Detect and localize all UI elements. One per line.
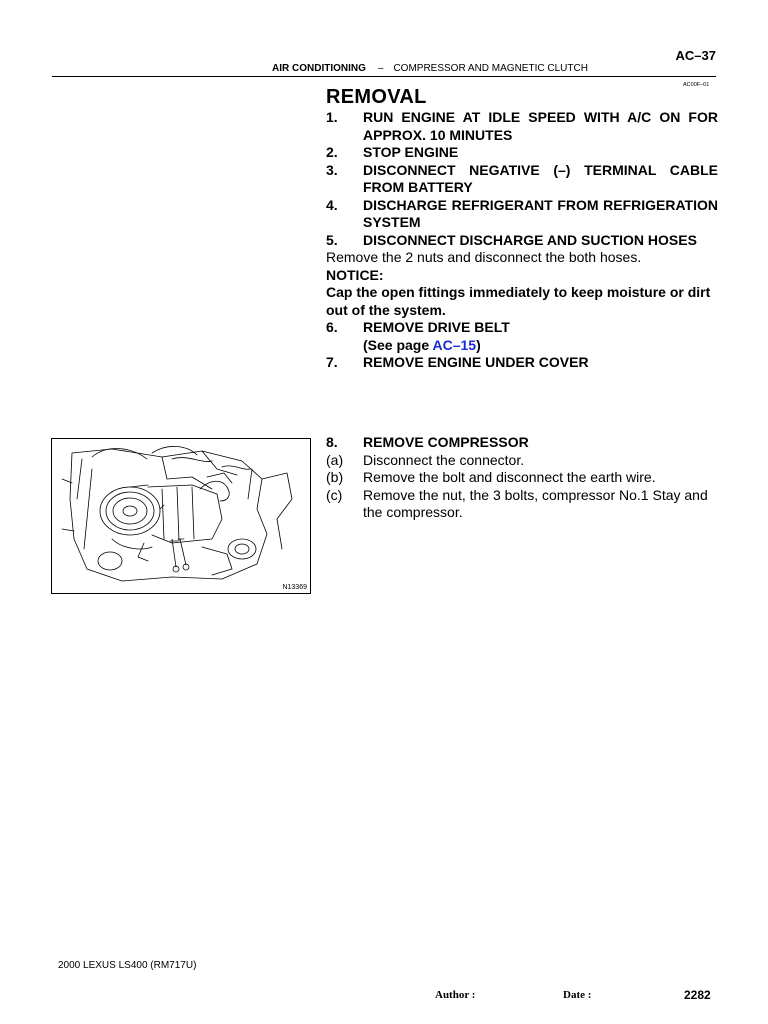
step-8: [326, 434, 718, 452]
removal-steps: [326, 109, 718, 372]
compressor-illustration: [51, 438, 311, 594]
notice-text: Cap the open fittings immediately to keep moisture or dirt out of the system.: [326, 284, 711, 318]
notice-label: NOTICE:: [326, 266, 384, 283]
step-text: DISCONNECT DISCHARGE AND SUCTION HOSES: [363, 231, 697, 248]
step-1: [326, 109, 718, 144]
step-number: 8.: [326, 434, 338, 450]
step-number: 7.: [326, 354, 338, 370]
step-number: 6.: [326, 319, 338, 335]
document-code: AC00F–01: [683, 82, 710, 88]
step-number: 3.: [326, 161, 338, 178]
substep-c: [326, 487, 718, 522]
step-5: [326, 232, 718, 250]
subsection-title: COMPRESSOR AND MAGNETIC CLUTCH: [393, 63, 588, 74]
header-separator: –: [377, 63, 384, 74]
document-page-number: 2282: [684, 988, 711, 1002]
date-label: Date :: [563, 989, 592, 1001]
substep-a: [326, 452, 718, 470]
step-number: 1.: [326, 109, 338, 125]
step-5-instruction: Remove the 2 nuts and disconnect the both hoses.: [326, 249, 642, 265]
substep-number: (a): [326, 451, 344, 468]
step-4: [326, 197, 718, 232]
section-title: AIR CONDITIONING: [272, 63, 366, 74]
substep-text: Disconnect the connector.: [363, 451, 525, 468]
compressor-removal: [326, 434, 718, 522]
step-text: RUN ENGINE AT IDLE SPEED WITH A/C ON FOR APPROX. 10 MINUTES: [363, 109, 718, 143]
step-text: DISCHARGE REFRIGERANT FROM REFRIGERATION SYSTEM: [363, 196, 718, 230]
header-rule: [52, 76, 716, 77]
substep-text: Remove the bolt and disconnect the earth wire.: [363, 469, 656, 485]
substep-b: [326, 469, 718, 487]
page-title: REMOVAL: [326, 86, 427, 108]
page-reference-link[interactable]: AC–15: [432, 336, 477, 353]
running-header: [272, 63, 588, 74]
step-7: [326, 354, 718, 372]
step-number: 5.: [326, 231, 338, 248]
step-text: REMOVE ENGINE UNDER COVER: [363, 354, 589, 370]
page-number: AC–37: [675, 48, 716, 63]
step-text: REMOVE DRIVE BELT: [363, 319, 510, 335]
step-3: [326, 162, 718, 197]
step-number: 2.: [326, 144, 338, 160]
substep-number: (b): [326, 469, 344, 485]
author-label: Author :: [435, 989, 476, 1001]
step-text: STOP ENGINE: [363, 144, 459, 160]
step-2: [326, 144, 718, 162]
step-6-reference: [326, 337, 718, 355]
step-number: 4.: [326, 196, 338, 213]
vehicle-model: 2000 LEXUS LS400 (RM717U): [58, 960, 197, 971]
reference-suffix: ): [476, 336, 481, 353]
step-6: [326, 319, 718, 337]
engine-line-drawing: [52, 439, 310, 593]
substep-text: Remove the nut, the 3 bolts, compressor No.1 Stay and the compressor.: [363, 486, 708, 520]
figure-code: N13369: [282, 584, 307, 591]
substep-number: (c): [326, 486, 343, 503]
step-text: DISCONNECT NEGATIVE (–) TERMINAL CABLE FROM BATTERY: [363, 161, 718, 195]
reference-prefix: (See page: [363, 336, 433, 353]
step-text: REMOVE COMPRESSOR: [363, 434, 529, 450]
